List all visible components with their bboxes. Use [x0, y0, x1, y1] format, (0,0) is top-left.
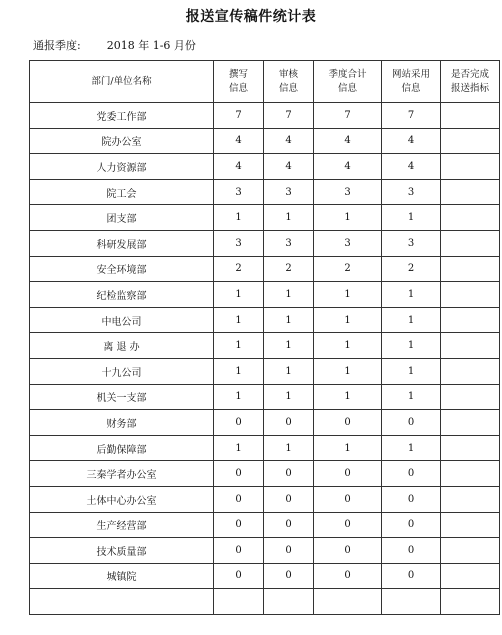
written-count: 0: [214, 563, 264, 589]
table-row: [30, 410, 500, 436]
quarter-total: [314, 589, 382, 615]
written-count: 7: [214, 103, 264, 129]
target-completed: [441, 256, 500, 282]
header-reviewed: [264, 61, 314, 103]
quarter-total: 4: [314, 154, 382, 180]
department-name: 三秦学者办公室: [30, 461, 214, 487]
website-adopted: 1: [382, 435, 441, 461]
period-label: 通报季度:: [33, 39, 81, 52]
website-adopted: 0: [382, 538, 441, 564]
quarter-total: 1: [314, 282, 382, 308]
reviewed-count: 1: [264, 307, 314, 333]
written-count: 4: [214, 154, 264, 180]
department-name: 党委工作部: [30, 103, 214, 129]
header-target-completed: [441, 61, 500, 103]
table-row: [30, 154, 500, 180]
quarter-total: 0: [314, 461, 382, 487]
website-adopted: 0: [382, 486, 441, 512]
quarter-total: 0: [314, 512, 382, 538]
website-adopted: 1: [382, 307, 441, 333]
table-row: [30, 384, 500, 410]
header-department: [30, 61, 214, 103]
quarter-total: 0: [314, 486, 382, 512]
target-completed: [441, 103, 500, 129]
table-row: [30, 589, 500, 615]
table-row: [30, 461, 500, 487]
written-count: 0: [214, 538, 264, 564]
quarter-total: 7: [314, 103, 382, 129]
header-text-line: 网站采用: [391, 68, 430, 80]
reviewed-count: 7: [264, 103, 314, 129]
header-text-line: 信息: [401, 82, 421, 94]
department-name: 院工会: [30, 179, 214, 205]
target-completed: [441, 358, 500, 384]
written-count: 1: [214, 435, 264, 461]
department-name: 中电公司: [30, 307, 214, 333]
department-name: 人力资源部: [30, 154, 214, 180]
period-value: 2018 年 1-6 月份: [106, 39, 196, 52]
target-completed: [441, 538, 500, 564]
department-name: 后勤保障部: [30, 435, 214, 461]
written-count: 0: [214, 410, 264, 436]
website-adopted: 4: [382, 154, 441, 180]
target-completed: [441, 307, 500, 333]
document-title: 报送宣传稿件统计表: [185, 9, 317, 25]
header-text-line: 是否完成: [450, 68, 489, 80]
department-name: 科研发展部: [30, 230, 214, 256]
target-completed: [441, 154, 500, 180]
written-count: 0: [214, 512, 264, 538]
header-text-line: 季度合计: [328, 68, 367, 80]
department-name: 城镇院: [30, 563, 214, 589]
department-name: [30, 589, 214, 615]
written-count: 1: [214, 333, 264, 359]
website-adopted: 1: [382, 358, 441, 384]
department-name: 土体中心办公室: [30, 486, 214, 512]
table-header: [30, 61, 500, 103]
reviewed-count: 3: [264, 230, 314, 256]
written-count: 1: [214, 282, 264, 308]
reviewed-count: 1: [264, 358, 314, 384]
website-adopted: 1: [382, 282, 441, 308]
reviewed-count: 0: [264, 563, 314, 589]
written-count: 1: [214, 384, 264, 410]
header-quarter-total: [314, 61, 382, 103]
target-completed: [441, 410, 500, 436]
written-count: 1: [214, 307, 264, 333]
target-completed: [441, 230, 500, 256]
header-text-line: 撰写: [228, 68, 248, 80]
reviewed-count: 1: [264, 384, 314, 410]
quarter-total: 4: [314, 128, 382, 154]
website-adopted: 1: [382, 333, 441, 359]
table-row: [30, 435, 500, 461]
quarter-total: 1: [314, 307, 382, 333]
reviewed-count: [264, 589, 314, 615]
header-row: [30, 61, 500, 103]
quarter-total: 1: [314, 205, 382, 231]
website-adopted: 3: [382, 230, 441, 256]
target-completed: [441, 128, 500, 154]
reviewed-count: 1: [264, 282, 314, 308]
reviewed-count: 4: [264, 154, 314, 180]
reviewed-count: 1: [264, 205, 314, 231]
target-completed: [441, 205, 500, 231]
department-name: 机关一支部: [30, 384, 214, 410]
target-completed: [441, 486, 500, 512]
website-adopted: 0: [382, 563, 441, 589]
target-completed: [441, 384, 500, 410]
header-written: [214, 61, 264, 103]
header-text-line: 审核: [278, 68, 298, 80]
table-row: [30, 307, 500, 333]
reviewed-count: 3: [264, 179, 314, 205]
table-row: [30, 563, 500, 589]
header-text-line: 信息: [278, 82, 298, 94]
table-row: [30, 230, 500, 256]
reviewed-count: 4: [264, 128, 314, 154]
written-count: 1: [214, 205, 264, 231]
reviewed-count: 2: [264, 256, 314, 282]
department-name: 团支部: [30, 205, 214, 231]
header-text-line: 信息: [337, 82, 357, 94]
quarter-total: 0: [314, 538, 382, 564]
reviewed-count: 1: [264, 435, 314, 461]
website-adopted: 0: [382, 512, 441, 538]
quarter-total: 0: [314, 563, 382, 589]
quarter-total: 2: [314, 256, 382, 282]
written-count: 2: [214, 256, 264, 282]
reviewed-count: 0: [264, 512, 314, 538]
submission-statistics-table: [29, 60, 500, 615]
table-row: [30, 512, 500, 538]
reviewed-count: 0: [264, 410, 314, 436]
department-name: 院办公室: [30, 128, 214, 154]
quarter-total: 0: [314, 410, 382, 436]
target-completed: [441, 282, 500, 308]
target-completed: [441, 179, 500, 205]
table-row: [30, 358, 500, 384]
table-row: [30, 486, 500, 512]
reviewed-count: 1: [264, 333, 314, 359]
website-adopted: 4: [382, 128, 441, 154]
website-adopted: 1: [382, 384, 441, 410]
department-name: 财务部: [30, 410, 214, 436]
reviewed-count: 0: [264, 486, 314, 512]
header-text-line: 报送指标: [450, 82, 489, 94]
quarter-total: 3: [314, 179, 382, 205]
reviewed-count: 0: [264, 538, 314, 564]
department-name: 纪检监察部: [30, 282, 214, 308]
target-completed: [441, 589, 500, 615]
table-row: [30, 205, 500, 231]
written-count: 4: [214, 128, 264, 154]
quarter-total: 1: [314, 358, 382, 384]
department-name: 安全环境部: [30, 256, 214, 282]
written-count: 3: [214, 179, 264, 205]
header-text-line: 信息: [228, 82, 248, 94]
website-adopted: [382, 589, 441, 615]
target-completed: [441, 435, 500, 461]
written-count: 1: [214, 358, 264, 384]
department-name: 十九公司: [30, 358, 214, 384]
quarter-total: 1: [314, 333, 382, 359]
table-body: [30, 103, 500, 615]
table-row: [30, 103, 500, 129]
website-adopted: 2: [382, 256, 441, 282]
department-name: 生产经营部: [30, 512, 214, 538]
written-count: 0: [214, 486, 264, 512]
department-name: 离 退 办: [30, 333, 214, 359]
target-completed: [441, 461, 500, 487]
quarter-total: 1: [314, 435, 382, 461]
department-name: 技术质量部: [30, 538, 214, 564]
target-completed: [441, 333, 500, 359]
website-adopted: 0: [382, 410, 441, 436]
website-adopted: 1: [382, 205, 441, 231]
header-text-line: 部门/单位名称: [91, 75, 152, 87]
quarter-total: 3: [314, 230, 382, 256]
written-count: 0: [214, 461, 264, 487]
reviewed-count: 0: [264, 461, 314, 487]
quarter-total: 1: [314, 384, 382, 410]
written-count: 3: [214, 230, 264, 256]
written-count: [214, 589, 264, 615]
table-row: [30, 179, 500, 205]
table-row: [30, 128, 500, 154]
website-adopted: 3: [382, 179, 441, 205]
target-completed: [441, 563, 500, 589]
table-row: [30, 282, 500, 308]
target-completed: [441, 512, 500, 538]
website-adopted: 7: [382, 103, 441, 129]
table-row: [30, 256, 500, 282]
table-row: [30, 333, 500, 359]
reporting-period: [33, 38, 196, 54]
table-row: [30, 538, 500, 564]
header-website-adopted: [382, 61, 441, 103]
website-adopted: 0: [382, 461, 441, 487]
